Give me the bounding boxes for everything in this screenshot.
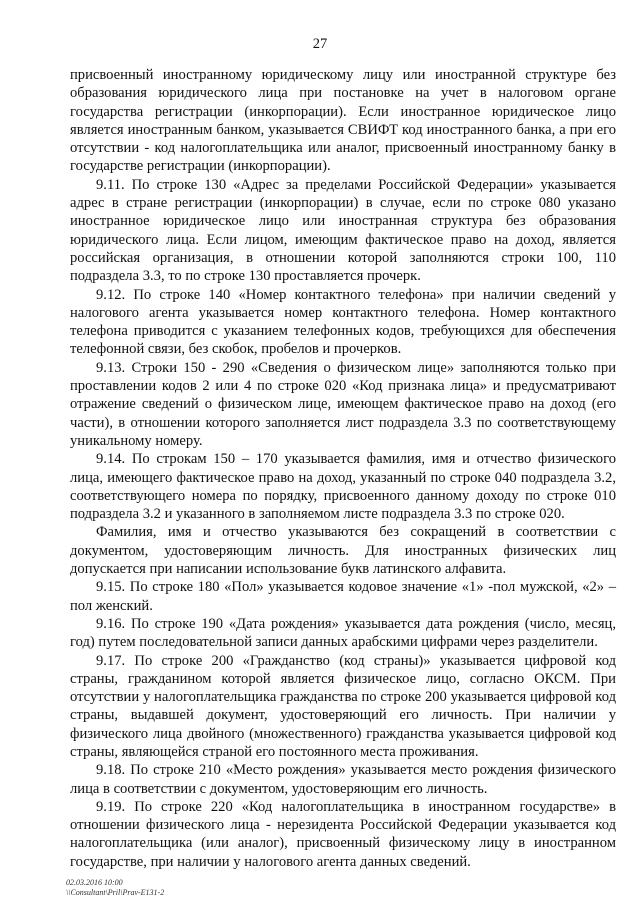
paragraph: 9.19. По строке 220 «Код налогоплательщика в иностранном государстве» в отношении физического лица - нерезидента Российской Федерации указывается код налогоплательщика (или аналог), присвоенный физическому лицу в иностранном государстве, при наличии у налогового агента данных сведений.: [70, 798, 616, 870]
paragraph: 9.14. По строкам 150 – 170 указывается фамилия, имя и отчество физического лица, имеющего фактическое право на доход, указанный по строке 040 подраздела 3.2, соответствующего номера по порядку, присвоенного данному доходу по строке 010 подраздела 3.2 и указанного в заполняемом листе подраздела 3.3 по строке 020.: [70, 451, 616, 523]
paragraph: присвоенный иностранному юридическому лицу или иностранной структуре без образования юридического лица при постановке на учет в налоговом органе государства регистрации (инкорпорации). Если иностранное юридическое лицо является иностранным банком, указывается СВИФТ код иностранного банка, а при его отсутствии - код налогоплательщика или аналог, присвоенный иностранному банку в государстве регистрации (инкорпорации).: [70, 67, 616, 175]
paragraph: 9.18. По строке 210 «Место рождения» указывается место рождения физического лица в соответствии с документом, удостоверяющим его личность.: [70, 762, 616, 797]
footer-timestamp: 02.03.2016 10:00: [66, 878, 123, 887]
paragraph: 9.13. Строки 150 - 290 «Сведения о физическом лице» заполняются только при проставлении кодов 2 или 4 по строке 020 «Код признака лица» и предусматривают отражение сведений о физическом лице, имеющем фактическое право на доход (его части), в отношении которого заполняется лист подраздела 3.3 по соответствующему уникальному номеру.: [70, 359, 616, 449]
paragraph: 9.15. По строке 180 «Пол» указывается кодовое значение «1» -пол мужской, «2» – пол женский.: [70, 579, 616, 614]
page-number: 27: [312, 36, 328, 52]
paragraph: 9.16. По строке 190 «Дата рождения» указывается дата рождения (число, месяц, год) путем последовательной записи данных арабскими цифрами через разделители.: [70, 615, 616, 651]
paragraph: 9.12. По строке 140 «Номер контактного телефона» при наличии сведений у налогового агента указывается номер контактного телефона. Номер контактного телефона приводится с указанием телефонных кодов, требующихся для обеспечения телефонной связи, без скобок, пробелов и прочерков.: [70, 286, 616, 358]
document-body: [70, 66, 616, 871]
paragraph: Фамилия, имя и отчество указываются без сокращений в соответствии с документом, удостоверяющим личность. Для иностранных физических лиц допускается при написании использование букв латинского алфавита.: [70, 524, 616, 578]
paragraph: 9.17. По строке 200 «Гражданство (код страны)» указывается цифровой код страны, гражданином которой является физическое лицо, согласно ОКСМ. При отсутствии у налогоплательщика гражданства по строке 200 указывается цифровой код страны, выдавшей документ, удостоверяющий его личность. При наличии у физического лица двойного (множественного) гражданства указывается цифровой код страны, являющейся страной его постоянного места проживания.: [70, 652, 616, 760]
footer-stamp: [66, 878, 164, 898]
footer-file-path: \\Consultant\Pril\Prav-E131-2: [66, 888, 165, 897]
paragraph: 9.11. По строке 130 «Адрес за пределами Российской Федерации» указывается адрес в стране регистрации (инкорпорации) в случае, если по строке 080 указано иностранное юридическое лицо или иностранная структура без образования юридического лица. Если лицом, имеющим фактическое право на доход, является российская организация, в отношении которой заполняются строки 100, 110 подраздела 3.3, то по строке 130 проставляется прочерк.: [70, 176, 616, 285]
